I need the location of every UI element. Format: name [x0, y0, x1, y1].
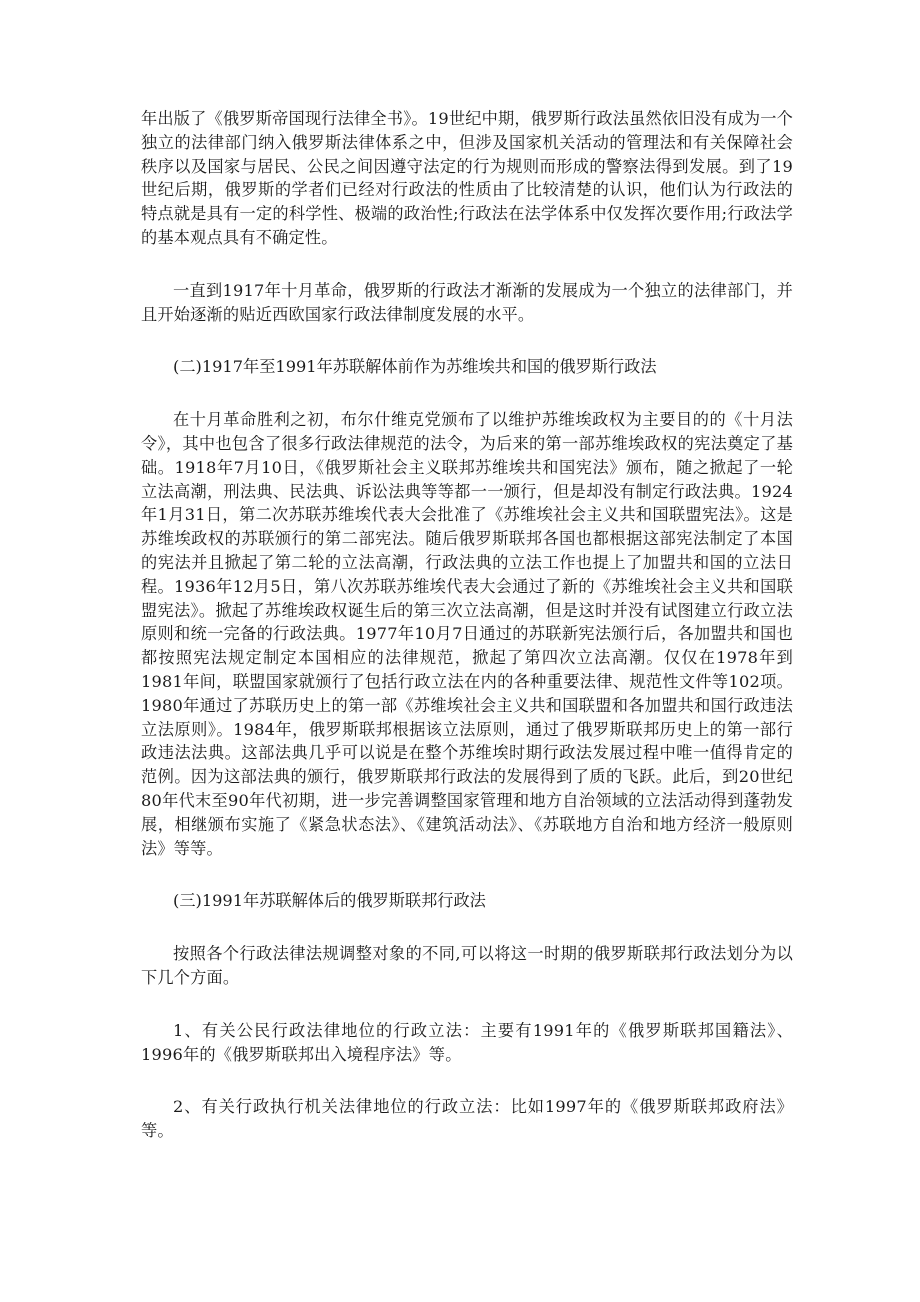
section-heading-2: (二)1917年至1991年苏联解体前作为苏维埃共和国的俄罗斯行政法	[173, 357, 657, 377]
paragraph-soviet-era: 在十月革命胜利之初，布尔什维克党颁布了以维护苏维埃政权为主要目的的《十月法令》，其中也包含了很多行政法律规范的法令，为后来的第一部苏维埃政权的宪法奠定了基础。1918年7月10日，《俄罗斯社会主义联邦苏维埃共和国宪法》颁布，随之掀起了一轮立法高潮，刑法典、民法典、诉讼法典等等都一一颁行，但是却没有制定行政法典。1924年1月31日，第二次苏联苏维埃代表大会批准了《苏维埃社会主义共和国联盟宪法》。这是苏维埃政权的苏联颁行的第二部宪法。随后俄罗斯联邦各国也都根据这部宪法制定了本国的宪法并且掀起了第二轮的立法高潮，行政法典的立法工作也提上了加盟共和国的立法日程。1936年12月5日，第八次苏联苏维埃代表大会通过了新的《苏维埃社会主义共和国联盟宪法》。掀起了苏维埃政权诞生后的第三次立法高潮，但是这时并没有试图建立行政立法原则和统一完备的行政法典。1977年10月7日通过的苏联新宪法颁行后，各加盟共和国也都按照宪法规定制定本国相应的法律规范，掀起了第四次立法高潮。仅仅在1978年到1981年间，联盟国家就颁行了包括行政立法在内的各种重要法律、规范性文件等102项。1980年通过了苏联历史上的第一部《苏维埃社会主义共和国联盟和各加盟共和国行政违法立法原则》。1984年，俄罗斯联邦根据该立法原则，通过了俄罗斯联邦历史上的第一部行政违法法典。这部法典几乎可以说是在整个苏维埃时期行政法发展过程中唯一值得肯定的范例。因为这部法典的颁行，俄罗斯联邦行政法的发展得到了质的飞跃。此后，到20世纪80年代末至90年代初期，进一步完善调整国家管理和地方自治领域的立法活动得到蓬勃发展，相继颁布实施了《紧急状态法》、《建筑活动法》、《苏联地方自治和地方经济一般原则法》等等。	[141, 410, 793, 858]
paragraph-continued: 年出版了《俄罗斯帝国现行法律全书》。19世纪中期，俄罗斯行政法虽然依旧没有成为一个独立的法律部门纳入俄罗斯法律体系之中，但涉及国家机关活动的管理法和有关保障社会秩序以及国家与居民、公民之间因遵守法定的行为规则而形成的警察法得到发展。到了19世纪后期，俄罗斯的学者们已经对行政法的性质由了比较清楚的认识，他们认为行政法的特点就是具有一定的科学性、极端的政治性;行政法在法学体系中仅发挥次要作用;行政法学的基本观点具有不确定性。	[141, 109, 793, 247]
document-page	[141, 107, 793, 1267]
section-heading-3: (三)1991年苏联解体后的俄罗斯联邦行政法	[173, 891, 486, 911]
paragraph-item-2: 2、有关行政执行机关法律地位的行政立法：比如1997年的《俄罗斯联邦政府法》等。	[141, 1097, 793, 1141]
paragraph-classification: 按照各个行政法律法规调整对象的不同,可以将这一时期的俄罗斯联邦行政法划分为以下几个方面。	[141, 944, 793, 987]
paragraph-october-revolution: 一直到1917年十月革命，俄罗斯的行政法才渐渐的发展成为一个独立的法律部门，并且开始逐渐的贴近西欧国家行政法律制度发展的水平。	[141, 280, 793, 324]
paragraph-item-1: 1、有关公民行政法律地位的行政立法：主要有1991年的《俄罗斯联邦国籍法》、1996年的《俄罗斯联邦出入境程序法》等。	[141, 1020, 793, 1064]
